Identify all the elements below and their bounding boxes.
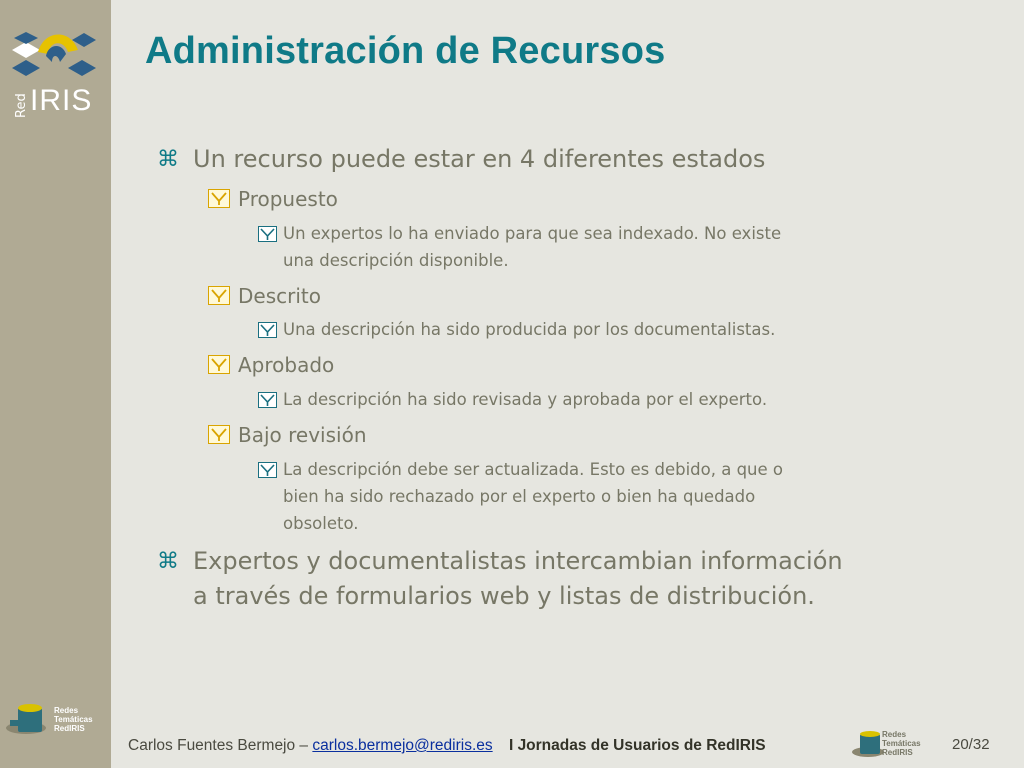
sub-bullet-bajo-revision [238,422,367,448]
rediris-logo-mark-icon [8,22,104,82]
detail-aprobado [283,386,767,413]
checkbox-icon [258,322,277,338]
bullet-1-text: Un recurso puede estar en 4 diferentes estados [193,145,766,173]
redes-tematicas-footer-logo [850,726,950,762]
detail-bajo-revision-line-1: La descripción debe ser actualizada. Esto es debido, a que o [283,460,783,479]
detail-bajo-revision-line-3: obsoleto. [283,514,359,533]
foot-redes-line-3: RedIRIS [882,748,913,757]
detail-bajo-revision-line-2: bien ha sido rechazado por el experto o bien ha quedado [283,487,756,506]
detail-propuesto-line-2: una descripción disponible. [283,251,509,270]
page-number: 20/32 [952,736,990,753]
sub-bullet-descrito [238,283,321,309]
logo-red-text: Red [14,93,29,118]
foot-redes-line-1: Redes [882,730,907,739]
slide-title: Administración de Recursos [145,30,666,72]
side-redes-line-3: RedIRIS [54,724,85,733]
sidebar [0,0,111,768]
checkbox-icon [258,462,277,478]
detail-aprobado-line-1: La descripción ha sido revisada y aprobada por el experto. [283,390,768,409]
sub-bullet-propuesto-label: Propuesto [238,187,338,211]
detail-descrito [283,316,775,343]
side-redes-line-1: Redes [54,706,79,715]
yellow-checkbox-icon [208,286,230,305]
detail-propuesto-line-1: Un expertos lo ha enviado para que sea indexado. No existe [283,224,782,243]
sub-bullet-propuesto [238,186,338,212]
footer [128,737,766,755]
side-redes-line-2: Temáticas [54,715,93,724]
sub-bullet-bajo-revision-label: Bajo revisión [238,423,367,447]
detail-bajo-revision [283,456,783,537]
sub-bullet-aprobado [238,352,334,378]
bullet-2 [157,544,843,614]
foot-redes-line-2: Temáticas [882,739,921,748]
bullet-2-line-1: Expertos y documentalistas intercambian información [193,547,843,575]
bullet-1 [157,142,766,177]
redes-tematicas-side-logo [4,698,110,746]
yellow-checkbox-icon [208,425,230,444]
detail-propuesto [283,220,781,274]
sub-bullet-descrito-label: Descrito [238,284,321,308]
rediris-logo [8,22,104,122]
sub-bullet-aprobado-label: Aprobado [238,353,335,377]
command-icon: ⌘ [157,549,179,574]
detail-descrito-line-1: Una descripción ha sido producida por los documentalistas. [283,320,776,339]
checkbox-icon [258,226,277,242]
cup-icon [4,698,54,742]
yellow-checkbox-icon [208,355,230,374]
bullet-2-line-2: a través de formularios web y listas de distribución. [193,582,815,610]
footer-email-link[interactable]: carlos.bermejo@rediris.es [312,737,493,754]
command-icon: ⌘ [157,147,179,172]
logo-iris-text: IRIS [30,84,93,117]
checkbox-icon [258,392,277,408]
footer-conference: I Jornadas de Usuarios de RedIRIS [508,737,766,754]
footer-author: Carlos Fuentes Bermejo – [128,737,309,754]
yellow-checkbox-icon [208,189,230,208]
